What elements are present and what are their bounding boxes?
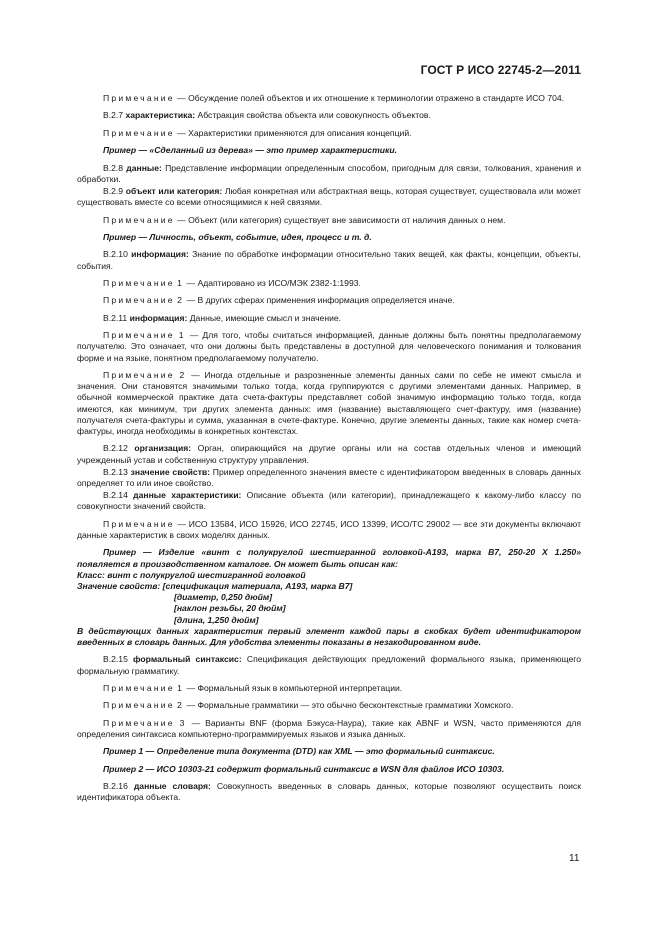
note-number: 2 bbox=[177, 700, 185, 711]
definition-paragraph bbox=[77, 313, 581, 324]
definition-paragraph bbox=[77, 249, 581, 271]
definition-paragraph bbox=[77, 467, 581, 489]
note-paragraph bbox=[77, 519, 581, 541]
example-block bbox=[77, 547, 581, 648]
note-paragraph bbox=[77, 700, 581, 711]
note-text: — Для того, чтобы считаться информацией, данные должны быть понятны предполагаемому получателю. Это означает, что они должны быть представлены в доступной для человеческого понимания и толкования форме и на языке, понятном предполагаемому получателю. bbox=[77, 330, 582, 363]
definition-paragraph bbox=[77, 490, 581, 512]
note-number: 2 bbox=[177, 295, 185, 306]
example-paragraph: Пример 1 — Определение типа документа (DTD) как XML — это формальный синтаксис. bbox=[103, 746, 495, 757]
clause-number: В.2.10 bbox=[103, 249, 128, 260]
note-paragraph bbox=[77, 370, 581, 437]
note-paragraph bbox=[77, 295, 581, 306]
document-body bbox=[77, 93, 581, 803]
term: данные характеристики: bbox=[133, 490, 242, 501]
note-number: 2 bbox=[179, 369, 187, 380]
note-label: Примечание bbox=[103, 682, 175, 693]
note-text: — В других сферах применения информация определяется иначе. bbox=[186, 295, 455, 306]
clause-number: В.2.7 bbox=[103, 110, 124, 121]
note-paragraph bbox=[77, 93, 581, 104]
note-label: Примечание bbox=[103, 214, 175, 225]
definition-text: Любая конкретная или абстрактная вещь, которая существует, существовала или может существовать вместе со всеми относящимися к ней связями. bbox=[77, 185, 582, 208]
definition-paragraph bbox=[77, 110, 581, 121]
example-paragraph: Пример 2 — ИСО 10303-21 содержит формальный синтаксис в WSN для файлов ИСО 10303. bbox=[103, 763, 505, 774]
definition-text: Пример определенного значения вместе с идентификатором введенных в словарь данных определяет то или иное свойство. bbox=[77, 466, 581, 488]
note-text: — Адаптировано из ИСО/МЭК 2382-1:1993. bbox=[186, 277, 361, 288]
term: информация: bbox=[129, 312, 188, 323]
clause-number: В.2.11 bbox=[103, 312, 128, 323]
note-paragraph bbox=[77, 278, 581, 289]
definition-text: Данные, имеющие смысл и значение. bbox=[187, 312, 342, 323]
note-label: Примечание bbox=[103, 93, 175, 103]
document-code: ГОСТ Р ИСО 22745-2—2011 bbox=[420, 63, 581, 77]
example-paragraph: Пример — Личность, объект, событие, идея, процесс и т. д. bbox=[103, 231, 372, 242]
definition-text: Орган, опирающийся на другие органы или на состав отдельных членов и имеющий учрежденный устав и собственную структуру управления. bbox=[77, 443, 582, 465]
note-text: — Формальный язык в компьютерной интерпретации. bbox=[186, 682, 403, 693]
term: данные словаря: bbox=[133, 781, 211, 792]
clause-number: В.2.12 bbox=[103, 443, 128, 454]
example-property-pitch: [наклон резьбы, 20 дюйм] bbox=[174, 603, 286, 614]
note-label: Примечание bbox=[103, 717, 175, 728]
definition-paragraph bbox=[77, 163, 581, 185]
definition-paragraph bbox=[77, 781, 581, 803]
note-number: 1 bbox=[178, 330, 186, 341]
note-label: Примечание bbox=[103, 700, 175, 711]
example-paragraph: Пример — «Сделанный из дерева» — это пример характеристики. bbox=[103, 145, 397, 156]
note-label: Примечание bbox=[103, 330, 175, 341]
definition-text: Знание по обработке информации относительно таких вещей, как факты, концепции, объекты, события. bbox=[77, 249, 581, 271]
clause-number: В.2.13 bbox=[103, 466, 128, 477]
note-label: Примечание bbox=[103, 518, 175, 529]
example-closing: В действующих данных характеристик первый элемент каждой пары в скобках будет идентификатором введенных в словарь данных. Для удобства элементы показаны в незакодированном виде. bbox=[77, 625, 581, 647]
note-number: 1 bbox=[177, 277, 185, 288]
definition-paragraph bbox=[77, 654, 581, 676]
note-text: — Иногда отдельные и разрозненные элементы данных сами по себе не имеют смысла и значения. Они становятся значимыми только тогда, когда группируются с другими элементами данных. Например, в обычной коммерческой практике дата счета-фактуры представляет собой значимую информацию только тогда, когда имеются, как минимум, три других элемента данных: имя (название) выставляющего счет-фактуру, имя (название) получателя счета-фактуры и сумма, указанная в счете-фактуре. Конечно, другие элементы данных, такие как номер счета-фактуры, иногда необходимы в конкретных контекстах. bbox=[77, 369, 582, 436]
note-number: 1 bbox=[177, 682, 185, 693]
note-text: — Обсуждение полей объектов и их отношение к терминологии отражено в стандарте ИСО 704. bbox=[177, 93, 565, 103]
term: значение свойств: bbox=[130, 466, 211, 477]
note-paragraph bbox=[77, 718, 581, 740]
note-number: 3 bbox=[179, 717, 187, 728]
note-text: — Объект (или категория) существует вне зависимости от наличия данных о нем. bbox=[177, 214, 506, 225]
clause-number: В.2.8 bbox=[103, 162, 124, 173]
note-label: Примечание bbox=[103, 369, 175, 380]
example-intro: Пример — Изделие «винт с полукруглой шестигранной головкой-А193, марка В7, 250-20 Х 1.250» появляется в производственном каталоге. Он может быть описан как: bbox=[77, 547, 581, 569]
clause-number: В.2.14 bbox=[103, 490, 128, 501]
note-paragraph bbox=[77, 330, 581, 364]
term: характеристика: bbox=[125, 110, 196, 121]
clause-number: В.2.16 bbox=[103, 781, 128, 792]
definition-paragraph bbox=[77, 443, 581, 465]
note-paragraph bbox=[77, 683, 581, 694]
definition-text: Описание объекта (или категории), принадлежащего к какому-либо классу по совокупности значений свойств. bbox=[77, 490, 581, 512]
term: формальный синтаксис: bbox=[133, 654, 242, 665]
note-label: Примечание bbox=[103, 127, 175, 138]
example-properties-line: Значение свойств: [спецификация материала, А193, марка В7] bbox=[77, 580, 353, 591]
page-number: 11 bbox=[569, 853, 580, 864]
definition-text: Спецификация действующих предложений формального языка, применяющего формальную грамматику. bbox=[77, 654, 582, 676]
example-property-diameter: [диаметр, 0,250 дюйм] bbox=[174, 592, 273, 603]
definition-paragraph bbox=[77, 186, 581, 208]
term: информация: bbox=[131, 249, 189, 260]
example-property-length: [длина, 1,250 дюйм] bbox=[174, 614, 259, 625]
clause-number: В.2.15 bbox=[103, 654, 128, 665]
note-paragraph bbox=[77, 215, 581, 226]
definition-text: Абстракция свойства объекта или совокупность объектов. bbox=[195, 110, 431, 121]
example-class-line: Класс: винт с полукруглой шестигранной головкой bbox=[77, 569, 306, 580]
definition-text: Совокупность введенных в словарь данных, которые позволяют осуществить поиск идентификатора объекта. bbox=[77, 781, 581, 803]
note-text: — Характеристики применяются для описания концепций. bbox=[177, 127, 412, 138]
note-text: — ИСО 13584, ИСО 15926, ИСО 22745, ИСО 13399, ИСО/ТС 29002 — все эти документы включают данные характеристик в своих моделях данных. bbox=[77, 518, 582, 540]
note-label: Примечание bbox=[103, 295, 175, 306]
note-label: Примечание bbox=[103, 277, 175, 288]
note-text: — Формальные грамматики — это обычно бесконтекстные грамматики Хомского. bbox=[186, 700, 514, 711]
term: объект или категория: bbox=[125, 185, 223, 196]
definition-text: Представление информации определенным способом, пригодным для связи, толкования, хранения и обработки. bbox=[77, 162, 581, 184]
term: организация: bbox=[134, 443, 192, 454]
note-paragraph bbox=[77, 128, 581, 139]
term: данные: bbox=[126, 162, 162, 173]
clause-number: В.2.9 bbox=[103, 185, 124, 196]
note-text: — Варианты BNF (форма Бэкуса-Наура), такие как ABNF и WSN, часто применяются для определения синтаксиса компьютерно-программируемых языков и языка данных. bbox=[77, 717, 581, 739]
